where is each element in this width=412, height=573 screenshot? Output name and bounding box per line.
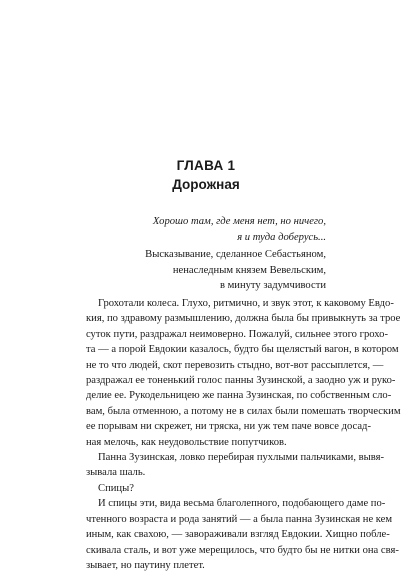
- body-text: [86, 296, 401, 573]
- text-line: вам, была отменною, а потому не в силах были помешать творческим: [86, 405, 401, 417]
- attribution-line: в минуту задумчивости: [219, 280, 326, 291]
- text-line: суток пути, раздражал неимоверно. Пожалуй, сильнее этого грохо-: [86, 328, 388, 340]
- text-line: Грохотали колеса. Глухо, ритмично, и звук этот, к каковому Евдо-: [98, 298, 394, 309]
- text-line: И спицы эти, вида весьма благолепного, подобающего даме по-: [98, 498, 386, 510]
- text-line: ее порывам ни скрежет, ни тряска, ни уж тем паче вовсе досад-: [86, 421, 371, 433]
- text-line: не то что людей, скот перевозить стыдно, вот-вот рассыплется, —: [86, 359, 384, 371]
- chapter-number: ГЛАВА 1: [176, 158, 236, 173]
- text-line: зывала шаль.: [86, 467, 146, 479]
- text-line: делие ее. Рукодельницею же панна Зузинская, по собственным сло-: [86, 390, 392, 402]
- attribution-line: ненаследным князем Вевельским,: [172, 264, 326, 276]
- text-line: та — а порой Евдокии казалось, будто бы щелястый вагон, в котором: [86, 344, 399, 356]
- text-line: ная мелочь, как неудовольствие попутчиков.: [86, 436, 287, 448]
- text-line: раздражал ее тоненький голос панны Зузинской, а заодно уж и руко-: [86, 375, 396, 387]
- epigraph: [86, 214, 326, 245]
- epigraph-attribution: [86, 247, 326, 294]
- text-line: чтенного возраста и рода занятий — а была панна Зузинская не кем: [86, 513, 393, 525]
- chapter-title: Дорожная: [172, 177, 240, 192]
- attribution-line: Высказывание, сделанное Себастьяном,: [145, 249, 326, 260]
- text-line: иным, как свахою, — завораживали взгляд Евдокии. Хищно побле-: [86, 529, 390, 541]
- epigraph-line: Хорошо там, где меня нет, но ничего,: [152, 216, 326, 227]
- epigraph-line: я и туда доберусь...: [237, 231, 326, 243]
- text-line: Спицы?: [98, 482, 134, 494]
- text-line: скивала сталь, и вот уже мерещилось, что будто бы не нитки она свя-: [86, 544, 399, 556]
- text-line: зывает, но паутину плетет.: [86, 559, 205, 571]
- text-line: Панна Зузинская, ловко перебирая пухлыми пальчиками, вывя-: [98, 452, 385, 464]
- text-line: кия, по здравому размышлению, должна была бы привыкнуть за трое: [86, 313, 401, 325]
